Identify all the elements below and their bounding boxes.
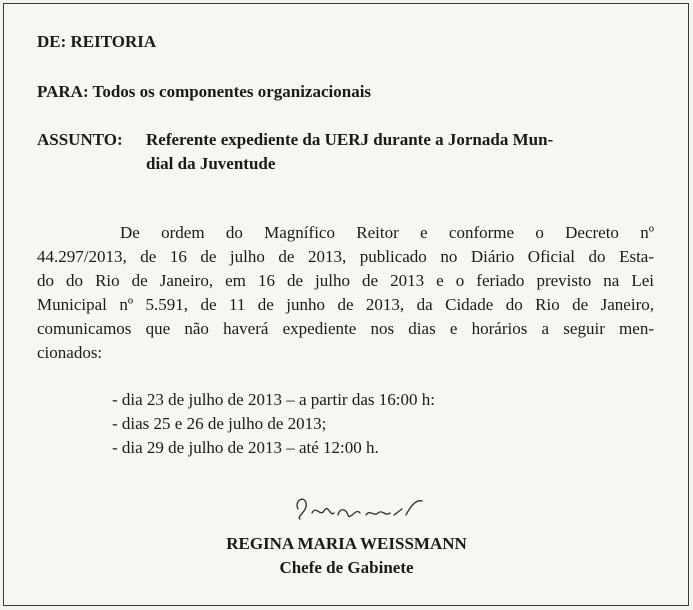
subject-line-1: Referente expediente da UERJ durante a Jornada Mun-: [146, 130, 554, 149]
body-line: Municipal nº 5.591, de 11 de junho de 2013, da Cidade do Rio de Janeiro,: [37, 295, 654, 314]
body-line: do do Rio de Janeiro, em 16 de julho de 2013 e o feriado previsto na Lei: [37, 271, 654, 290]
body-line: cionados:: [37, 343, 103, 362]
body-line: De ordem do Magnífico Reitor e conforme o Decreto nº: [120, 223, 654, 242]
subject-label: ASSUNTO:: [37, 130, 123, 149]
handwritten-signature: [276, 487, 436, 527]
date-list: [112, 388, 435, 460]
list-item: - dia 29 de julho de 2013 – até 12:00 h.: [112, 438, 379, 457]
body-line: comunicamos que não haverá expediente nos dias e horários a seguir men-: [37, 319, 654, 338]
from-line: DE: REITORIA: [37, 32, 157, 51]
list-item: - dias 25 e 26 de julho de 2013;: [112, 414, 327, 433]
signatory-title: Chefe de Gabinete: [279, 558, 414, 577]
body-line: 44.297/2013, de 16 de julho de 2013, publicado no Diário Oficial do Esta-: [37, 247, 654, 266]
signatory-name: REGINA MARIA WEISSMANN: [226, 534, 467, 553]
subject-text: [146, 128, 654, 176]
subject-line-2: dial da Juventude: [146, 154, 276, 173]
body-paragraph: [37, 221, 654, 365]
to-line: PARA: Todos os componentes organizacionais: [37, 82, 372, 101]
list-item: - dia 23 de julho de 2013 – a partir das 16:00 h:: [112, 390, 435, 409]
signature-scribble: [276, 487, 436, 527]
